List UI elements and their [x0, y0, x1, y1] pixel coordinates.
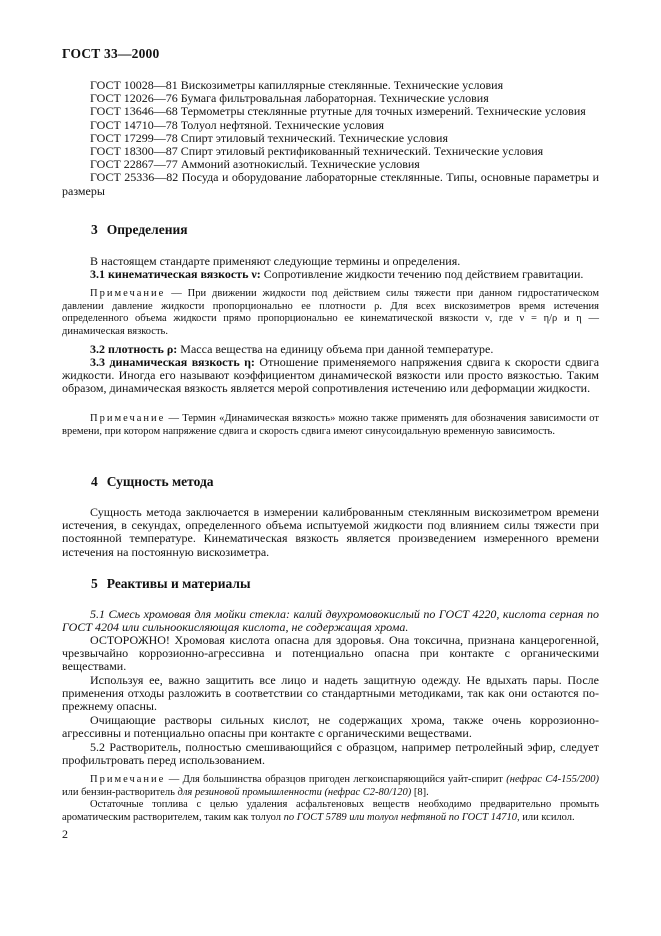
definition-3-3 — [62, 356, 599, 396]
note-text: — При движении жидкости под действием силы тяжести при данном гидростатическом давлении давление жидкости пропорционально ее плотности ρ. Для всех вискозиметров время истечения определенного объема жидкости прямо пропорционально ее кинематической вязкости ν, где ν = η/ρ и η — динамическая вязкость. — [62, 288, 599, 337]
usage-paragraph: Используя ее, важно защитить все лицо и надеть защитную одежду. Не вдыхать пары. После применения отходы разложить в соответствии со стандартными методиками, так как они остаются по-прежнему опасны. — [62, 673, 599, 714]
clause-5-2: 5.2 Растворитель, полностью смешивающийся с образцом, например петролейный эфир, следует профильтровать перед использованием. — [62, 740, 599, 768]
definitions-intro: В настоящем стандарте применяют следующие термины и определения. — [90, 254, 461, 268]
reference-item: ГОСТ 22867—77 Аммоний азотнокислый. Технические условия — [90, 157, 420, 172]
clause-text: 5.1 Смесь хромовая для мойки стекла: калий двухромовокислый по ГОСТ 4220, кислота серная по ГОСТ 4204 или сильноокисляющая кислота, не содержащая хрома. — [62, 607, 599, 635]
section-title: Реактивы и материалы — [106, 576, 251, 591]
definition-term: кинематическая вязкость ν: — [108, 267, 261, 281]
section-heading-3 — [91, 222, 188, 238]
definition-text: Сопротивление жидкости течению под действием гравитации. — [263, 267, 584, 281]
reference-item: ГОСТ 14710—78 Толуол нефтяной. Технические условия — [90, 117, 385, 132]
definition-3-1 — [62, 268, 599, 281]
section-title: Определения — [106, 222, 188, 237]
definition-number: 3.2 — [90, 342, 105, 356]
note-text: или бензин-растворитель — [62, 786, 175, 798]
residual-fuels-note — [62, 799, 599, 824]
reference-item: ГОСТ 17299—78 Спирт этиловый технический. Технические условия — [90, 130, 448, 145]
note-text-italic: (нефрас С4-155/200) — [506, 774, 600, 785]
note-1 — [62, 288, 599, 338]
note-text-italic: для резиновой промышленности (нефрас С2-80/120) — [177, 786, 412, 798]
reference-item: ГОСТ 10028—81 Вискозиметры капиллярные стеклянные. Технические условия — [90, 78, 504, 92]
reference-item: ГОСТ 12026—76 Бумага фильтровальная лабораторная. Технические условия — [90, 91, 489, 106]
definition-text: Масса вещества на единицу объема при данной температуре. — [180, 342, 494, 356]
definition-text: Отношение применяемого напряжения сдвига к скорости сдвига жидкости. Иногда его называют коэффициентом динамической вязкости или просто вязкостью. Таким образом, динамическая вязкость является мерой сопротивления истечению или деформации жидкости. — [62, 355, 600, 396]
note-text-italic: по ГОСТ 5789 или толуол нефтяной по ГОСТ 14710, — [283, 811, 520, 823]
section-heading-4 — [91, 474, 214, 490]
note-text: или ксилол. — [522, 811, 575, 823]
note-label: Примечание — [90, 288, 166, 299]
note-2 — [62, 413, 599, 438]
caution-paragraph: ОСТОРОЖНО! Хромовая кислота опасна для здоровья. Она токсична, признана канцерогенной, чрезвычайно коррозионно-агрессивна и потенциально опасна при контакте с органическими веществами. — [62, 633, 599, 674]
note-label: Примечание — [90, 774, 166, 785]
section-heading-5 — [91, 576, 251, 592]
note-3 — [62, 774, 599, 799]
reference-item: ГОСТ 25336—82 Посуда и оборудование лабораторные стеклянные. Типы, основные параметры и размеры — [62, 170, 599, 198]
method-essence: Сущность метода заключается в измерении калиброванным стеклянным вискозиметром времени истечения, в секундах, определенного объема испытуемой жидкости под влиянием силы тяжести при постоянной температуре. Кинематическая вязкость является произведением измеренного времени истечения на постоянную вискозиметра. — [62, 505, 599, 559]
note-text: [8]. — [413, 786, 429, 798]
cleaning-paragraph: Очищающие растворы сильных кислот, не содержащих хрома, также очень коррозионно-агрессивны и потенциально опасны при контакте с органическими веществами. — [62, 713, 599, 741]
clause-5-1 — [62, 608, 599, 634]
page-number: 2 — [62, 827, 68, 841]
reference-item: ГОСТ 13646—68 Термометры стеклянные ртутные для точных измерений. Технические условия — [90, 104, 586, 119]
section-title: Сущность метода — [106, 474, 214, 489]
definition-term: динамическая вязкость η: — [109, 355, 255, 369]
note-text: — Термин «Динамическая вязкость» можно также применять для обозначения зависимости от времени, при котором напряжение сдвига и скорость сдвига имеют синусоидальную временную зависимость. — [62, 413, 599, 437]
reference-item: ГОСТ 18300—87 Спирт этиловый ректификованный технический. Технические условия — [90, 144, 544, 159]
definition-number: 3.1 — [90, 267, 105, 281]
page-header: ГОСТ 33—2000 — [62, 46, 160, 61]
section-number: 3 — [91, 222, 98, 237]
note-text: — Для большинства образцов пригоден легкоиспаряющийся уайт-спирит — [168, 774, 503, 785]
section-number: 4 — [91, 474, 98, 489]
definition-number: 3.3 — [90, 355, 105, 369]
reference-list — [62, 79, 599, 198]
note-text: Остаточные топлива с целью удаления асфальтеновых веществ необходимо предварительно промыть ароматическим растворителем, таким как толуол — [62, 799, 599, 823]
note-label: Примечание — [90, 413, 166, 424]
definition-term: плотность ρ: — [108, 342, 178, 356]
section-number: 5 — [91, 576, 98, 591]
